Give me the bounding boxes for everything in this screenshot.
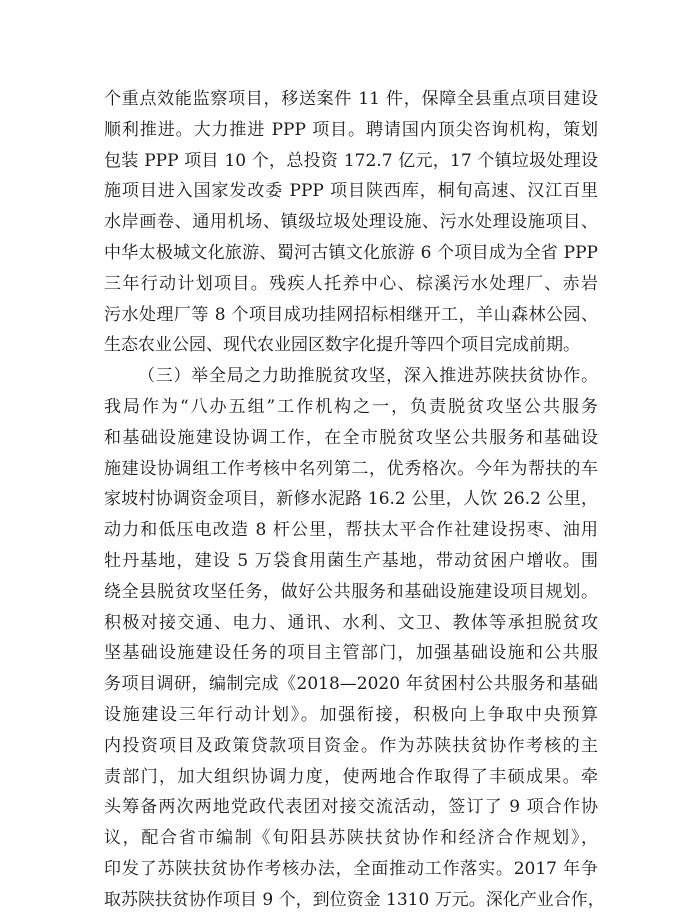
- text-line: 和基础设施建设协调工作，在全市脱贫攻坚公共服务和基础设: [104, 427, 598, 448]
- section-heading: （三）举全局之力助推脱贫攻坚，深入推进苏陕扶贫协作。: [138, 366, 598, 387]
- text-line: 个重点效能监察项目，移送案件 11 件，保障全县重点项目建设: [104, 89, 598, 109]
- text-line: 坚基础设施建设任务的项目主管部门，加强基础设施和公共服: [104, 643, 598, 664]
- text-line: 积极对接交通、电力、通讯、水利、文卫、教体等承担脱贫攻: [104, 612, 598, 633]
- text-line: 家坡村协调资金项目，新修水泥路 16.2 公里，人饮 26.2 公里，: [104, 489, 598, 510]
- text-line: 绕全县脱贫攻坚任务，做好公共服务和基础设施建设项目规划。: [104, 581, 598, 602]
- text-line: 动力和低压电改造 8 杆公里，帮扶太平合作社建设拐枣、油用: [104, 520, 598, 541]
- text-line: 我局作为“八办五组”工作机构之一，负责脱贫攻坚公共服务: [104, 396, 598, 417]
- text-line: 印发了苏陕扶贫协作考核办法，全面推动工作落实。2017 年争: [104, 858, 598, 879]
- text-line: 议，配合省市编制《旬阳县苏陕扶贫协作和经济合作规划》，: [104, 828, 598, 849]
- text-line: 务项目调研，编制完成《2018—2020 年贫困村公共服务和基础: [104, 674, 598, 695]
- text-line: 生态农业公园、现代农业园区数字化提升等四个项目完成前期。: [104, 335, 580, 356]
- text-line: 施建设协调组工作考核中名列第二，优秀格次。今年为帮扶的车: [104, 458, 598, 479]
- text-line: 内投资项目及政策贷款项目资金。作为苏陕扶贫协作考核的主: [104, 735, 598, 756]
- text-line: 包装 PPP 项目 10 个，总投资 172.7 亿元，17 个镇垃圾处理设: [104, 150, 598, 171]
- text-line: 顺利推进。大力推进 PPP 项目。聘请国内顶尖咨询机构，策划: [104, 119, 598, 140]
- text-line: 头筹备两次两地党政代表团对接交流活动，签订了 9 项合作协: [104, 797, 598, 818]
- text-line: 水岸画卷、通用机场、镇级垃圾处理设施、污水处理设施项目、: [104, 212, 598, 233]
- text-line: 取苏陕扶贫协作项目 9 个，到位资金 1310 万元。深化产业合作，: [104, 889, 605, 910]
- text-line: 责部门，加大组织协调力度，使两地合作取得了丰硕成果。牵: [104, 766, 598, 787]
- text-line: 三年行动计划项目。残疾人托养中心、棕溪污水处理厂、赤岩: [104, 273, 598, 294]
- body-text: [104, 84, 605, 916]
- text-line: 设施建设三年行动计划》。加强衔接，积极向上争取中央预算: [104, 704, 598, 725]
- text-line: 污水处理厂等 8 个项目成功挂网招标相继开工，羊山森林公园、: [104, 304, 598, 325]
- text-line: 施项目进入国家发改委 PPP 项目陕西库，桐旬高速、汉江百里: [104, 181, 598, 202]
- text-line: 中华太极城文化旅游、蜀河古镇文化旅游 6 个项目成为全省 PPP: [104, 242, 598, 263]
- text-line: 牡丹基地，建设 5 万袋食用菌生产基地，带动贫困户增收。围: [104, 550, 598, 571]
